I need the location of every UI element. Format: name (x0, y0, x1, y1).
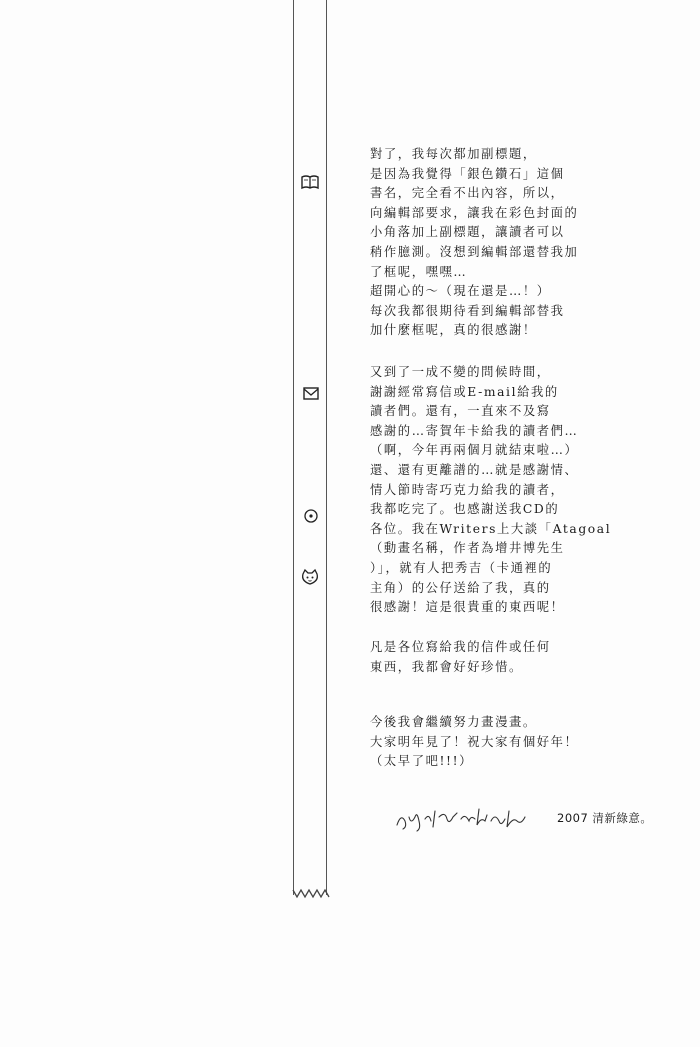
paragraph-cover-subtitle (370, 145, 670, 341)
text-line: 加什麼框呢，真的很感謝！ (370, 323, 537, 338)
text-line: 各位。我在Writers上大談「Atagoal (370, 521, 612, 536)
paragraph-new-year (370, 713, 670, 772)
text-line: 了框呢，嘿嘿… (370, 264, 468, 279)
text-line: 主角）的公仔送給了我，真的 (370, 580, 551, 595)
text-line: 又到了一成不變的問候時間， (370, 365, 551, 379)
text-line: 小角落加上副標題，讓讀者可以 (370, 225, 565, 240)
text-line: 凡是各位寫給我的信件或任何 (370, 640, 551, 654)
circle-dot-icon (301, 506, 321, 526)
text-line: 情人節時寄巧克力給我的讀者， (370, 482, 565, 497)
envelope-icon (301, 383, 321, 403)
text-line: 東西，我都會好好珍惜。 (370, 659, 523, 674)
text-line: 向編輯部要求，讓我在彩色封面的 (370, 205, 579, 220)
text-line: ）」，就有人把秀吉（卡通裡的 (370, 560, 553, 575)
text-line: 今後我會繼續努力畫漫畫。 (370, 715, 537, 729)
paragraph-thanks-readers (370, 363, 670, 618)
paragraph-cherish-gifts (370, 638, 670, 677)
cat-face-icon (300, 567, 320, 587)
text-line: 讀者們。還有，一直來不及寫 (370, 404, 551, 419)
text-line: 對了，我每次都加副標題， (370, 147, 537, 161)
book-icon (300, 172, 320, 192)
text-line: 超開心的～（現在還是…！） (370, 284, 551, 299)
ribbon-zigzag-end (292, 886, 330, 904)
text-line: 很感謝！這是很貴重的東西呢！ (370, 600, 565, 615)
text-line: 我都吃完了。也感謝送我CD的 (370, 502, 560, 517)
text-line: 謝謝經常寫信或E-mail給我的 (370, 384, 559, 399)
text-line: 書名，完全看不出內容，所以， (370, 186, 565, 201)
text-line: 還、還有更離譜的…就是感謝情、 (370, 462, 579, 477)
vertical-ribbon-strip (293, 0, 327, 895)
signature-year-note: 2007 清新綠意。 (557, 811, 653, 825)
text-line: 大家明年見了！祝大家有個好年！ (370, 734, 579, 749)
text-line: （動畫名稱，作者為增井博先生 (370, 541, 565, 556)
text-line: 是因為我覺得「銀色鑽石」這個 (370, 166, 565, 181)
text-line: 稍作臆測。沒想到編輯部還替我加 (370, 244, 579, 259)
text-line: （啊，今年再兩個月就結束啦…） (370, 443, 579, 458)
text-line: 感謝的…寄賀年卡給我的讀者們… (370, 423, 579, 438)
text-line: （太早了吧!!!） (370, 754, 474, 769)
author-signature (395, 803, 653, 833)
handwritten-signature-scribble (395, 803, 560, 833)
text-line: 每次我都很期待看到編輯部替我 (370, 303, 565, 318)
